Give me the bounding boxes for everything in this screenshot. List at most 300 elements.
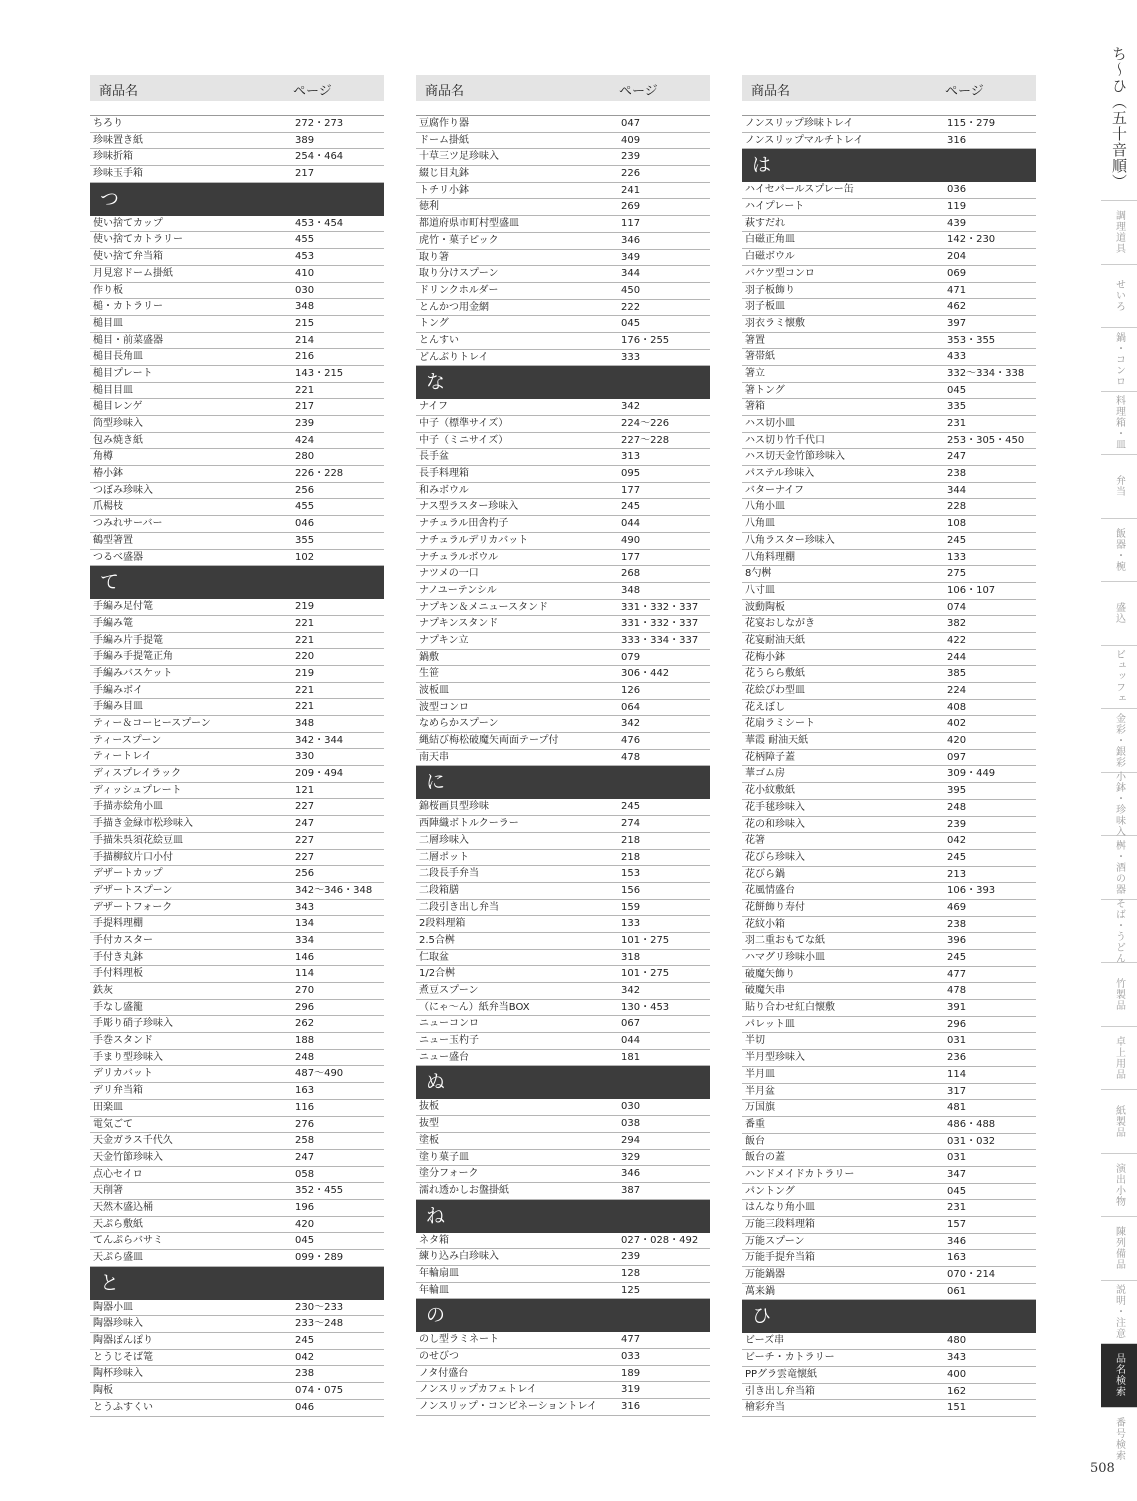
product-name: 手彫り硝子珍味入 (93, 1018, 173, 1030)
side-tab-label: 卓上用品 (1113, 1035, 1125, 1080)
index-row (416, 1233, 710, 1250)
product-name: 花宴耐油天紙 (745, 634, 805, 646)
page-ref: 391 (947, 1002, 967, 1014)
page-ref: 163 (947, 1252, 967, 1264)
page-ref: 117 (621, 218, 641, 230)
product-name: ノンスリップ・コンビネーショントレイ (419, 1401, 597, 1413)
page-ref: 226 (621, 168, 641, 180)
page-ref: 296 (295, 1001, 315, 1013)
product-name: トチリ小鉢 (419, 184, 469, 196)
index-row (742, 1167, 1036, 1184)
kana-section-heading: の (416, 1299, 710, 1332)
product-name: 番重 (745, 1118, 765, 1130)
page-ref: 219 (295, 601, 315, 613)
index-row (90, 983, 384, 1000)
product-name: トング (419, 318, 449, 330)
index-row (90, 683, 384, 700)
column-header (90, 75, 384, 101)
product-name: 万能手提弁当箱 (745, 1252, 815, 1264)
index-row (90, 866, 384, 883)
page-ref: 254・464 (295, 151, 344, 163)
product-name: ティー＆コーヒースプーン (93, 718, 211, 729)
side-tab-label: 飯器・椀 (1113, 527, 1125, 572)
page-ref: 222 (621, 301, 641, 313)
page-ref: 143・215 (295, 367, 344, 379)
index-row (416, 266, 710, 283)
product-name: ノンスリップカフェトレイ (419, 1384, 537, 1396)
product-name: ナチュラルボウル (419, 551, 499, 563)
page-ref: 033 (621, 1351, 641, 1362)
index-row (742, 766, 1036, 783)
product-name: 花うらら敷紙 (745, 668, 805, 680)
page-ref: 296 (947, 1018, 967, 1030)
index-row (742, 983, 1036, 1000)
index-row (416, 1016, 710, 1033)
page-ref: 332〜334・338 (947, 367, 1025, 379)
page-ref: 439 (947, 217, 967, 229)
page-ref: 116 (295, 1101, 315, 1113)
product-name: ノンスリップマルチトレイ (745, 134, 864, 146)
side-tab[interactable] (1101, 962, 1137, 1026)
side-tab-label: 品名検索 (1113, 1353, 1125, 1398)
page-ref: 101・275 (621, 934, 670, 946)
page-ref: 209・494 (295, 768, 344, 780)
index-row (742, 1134, 1036, 1151)
index-column-1 (90, 75, 384, 1417)
product-name: 花扇ラミシート (745, 718, 815, 730)
side-tab[interactable] (1101, 835, 1137, 899)
index-row (742, 416, 1036, 433)
product-name: 槌目皿 (93, 317, 123, 329)
index-row (416, 616, 710, 633)
index-row (416, 1266, 710, 1283)
product-name: 塗り菓子皿 (419, 1151, 469, 1163)
index-row (90, 1400, 384, 1417)
product-name: バターナイフ (745, 484, 804, 496)
index-row (416, 966, 710, 983)
page-ref: 177 (621, 551, 641, 563)
header-page-label: ページ (619, 84, 658, 99)
page-ref: 097 (947, 751, 967, 763)
product-name: はんなり角小皿 (745, 1202, 815, 1214)
index-row (742, 1150, 1036, 1167)
index-row (90, 216, 384, 233)
index-row (416, 1283, 710, 1300)
page-ref: 142・230 (947, 234, 996, 246)
product-name: 錦桜画貝型珍味 (419, 801, 489, 813)
product-name: 八角料理棚 (745, 551, 795, 563)
index-row (742, 1033, 1036, 1050)
page-ref: 294 (621, 1134, 641, 1146)
product-name: 羽二重おもてな紙 (745, 935, 825, 947)
index-row (90, 366, 384, 383)
product-name: 手提料理棚 (93, 918, 143, 930)
page-ref: 387 (621, 1184, 641, 1196)
index-row (90, 733, 384, 750)
index-row (416, 166, 710, 183)
page-ref: 329 (621, 1151, 641, 1163)
page-ref: 224〜226 (621, 418, 670, 429)
index-row (742, 1000, 1036, 1017)
product-name: 1/2合桝 (419, 968, 456, 980)
product-name: ちろり (93, 118, 123, 129)
product-name: パレット皿 (745, 1018, 795, 1030)
product-name: 手付カスター (93, 934, 153, 946)
product-name: 綴じ目丸鉢 (419, 168, 469, 180)
index-row (90, 133, 384, 150)
product-name: 南天串 (419, 751, 449, 763)
side-tab[interactable] (1101, 899, 1137, 963)
index-row (742, 1350, 1036, 1367)
product-name: 二段箱膳 (419, 884, 459, 896)
index-row (742, 616, 1036, 633)
kana-section-heading: な (416, 366, 710, 399)
page-ref: 409 (621, 134, 641, 146)
page-ref: 274 (621, 818, 641, 830)
page-ref: 074 (947, 601, 967, 613)
page-ref: 121 (295, 784, 315, 796)
product-name: 陶板 (93, 1385, 113, 1397)
page-ref: 219 (295, 667, 315, 679)
index-row (416, 533, 710, 550)
page-ref: 344 (947, 484, 967, 496)
product-name: ナプキン立 (419, 634, 469, 646)
index-row (416, 750, 710, 767)
header-divider (90, 101, 384, 116)
product-name: 濡れ透かしお盤掛紙 (419, 1184, 509, 1196)
index-row (742, 933, 1036, 950)
product-name: 波動陶板 (745, 601, 785, 613)
side-tab[interactable] (1101, 708, 1137, 772)
page-ref: 343 (295, 901, 315, 913)
page-ref: 487〜490 (295, 1068, 344, 1080)
kana-section-heading: は (742, 149, 1036, 182)
index-row (90, 516, 384, 533)
product-name: 抜型 (419, 1118, 439, 1130)
product-name: 飯台 (745, 1135, 765, 1147)
page-ref: 027・028・492 (621, 1234, 699, 1246)
product-name: 花風情盛台 (745, 885, 795, 897)
page-ref: 272・273 (295, 118, 344, 129)
index-column-3 (742, 75, 1036, 1417)
index-row (416, 1050, 710, 1067)
product-name: なめらかスプーン (419, 718, 499, 730)
index-row (416, 1166, 710, 1183)
product-name: 椿小鉢 (93, 468, 123, 480)
page-ref: 306・442 (621, 668, 670, 680)
index-row (742, 283, 1036, 300)
page-ref: 133 (947, 551, 967, 563)
side-tab[interactable] (1101, 1216, 1137, 1280)
product-name: 槌目目皿 (93, 384, 133, 396)
product-name: 槌目プレート (93, 367, 153, 379)
index-row (90, 850, 384, 867)
index-row (90, 950, 384, 967)
index-row (416, 933, 710, 950)
page-ref: 316 (621, 1401, 641, 1413)
side-tab-label: 演出小物 (1113, 1162, 1125, 1207)
page-ref: 333・334・337 (621, 634, 699, 646)
index-row (742, 633, 1036, 650)
page-ref: 217 (295, 168, 315, 180)
index-row (416, 416, 710, 433)
index-row (416, 199, 710, 216)
index-row (416, 333, 710, 350)
page-ref: 221 (295, 684, 315, 696)
product-name: 万国旗 (745, 1102, 775, 1114)
index-row (742, 1100, 1036, 1117)
index-row (742, 533, 1036, 550)
side-tab-label: 竹製品 (1113, 977, 1125, 1011)
page-ref: 462 (947, 301, 967, 313)
page-ref: 455 (295, 234, 315, 246)
index-row (90, 166, 384, 183)
index-row (416, 1349, 710, 1366)
index-row (416, 1000, 710, 1017)
page-ref: 153 (621, 868, 641, 880)
page-ref: 128 (621, 1267, 641, 1279)
product-name: ビーチ・カトラリー (745, 1352, 835, 1364)
index-row (416, 566, 710, 583)
side-tab[interactable] (1101, 1280, 1137, 1344)
product-name: 八角皿 (745, 518, 775, 530)
page-ref: 269 (621, 201, 641, 213)
side-tab[interactable] (1101, 772, 1137, 836)
product-name: 手編み手提篭正角 (93, 651, 173, 663)
product-name: 爪楊枝 (93, 501, 123, 513)
side-tab-label: 紙製品 (1113, 1104, 1125, 1138)
index-row (90, 533, 384, 550)
page-ref: 130・453 (621, 1001, 670, 1013)
index-row (90, 916, 384, 933)
product-name: 天金ガラス千代久 (93, 1135, 173, 1147)
side-tab[interactable] (1101, 1089, 1137, 1153)
product-name: 手描き金緑市松珍味入 (93, 818, 193, 830)
index-row (416, 833, 710, 850)
kana-section-heading: と (90, 1267, 384, 1300)
product-name: ディッシュプレート (93, 784, 182, 796)
page-ref: 389 (295, 134, 315, 146)
product-name: 塗板 (419, 1134, 439, 1146)
index-row (416, 1183, 710, 1200)
page-ref: 221 (295, 701, 315, 713)
index-row (742, 133, 1036, 150)
index-row (416, 799, 710, 816)
page-ref: 133 (621, 918, 641, 930)
kana-section-heading: つ (90, 183, 384, 216)
page-ref: 196 (295, 1201, 315, 1213)
index-row (416, 916, 710, 933)
index-row (90, 1183, 384, 1200)
product-name: 月見窓ドーム掛紙 (93, 267, 173, 279)
index-row (416, 466, 710, 483)
product-name: 花えぼし (745, 701, 785, 713)
index-row (416, 1382, 710, 1399)
page-ref: 156 (621, 884, 641, 896)
index-row (742, 466, 1036, 483)
product-name: 塗分フォーク (419, 1168, 479, 1180)
page-ref: 348 (621, 584, 641, 596)
side-tab-label: 番号検索 (1113, 1416, 1125, 1461)
page-ref: 400 (947, 1368, 967, 1380)
page-ref: 231 (947, 1202, 967, 1214)
side-tab[interactable] (1101, 581, 1137, 645)
product-name: ドリンクホルダー (419, 284, 499, 296)
product-name: 取り箸 (419, 251, 449, 263)
page-ref: 044 (621, 1035, 641, 1047)
product-name: 万能スプーン (745, 1235, 805, 1247)
product-name: 天ぷら敷紙 (93, 1218, 143, 1230)
index-row (90, 249, 384, 266)
side-tab[interactable] (1101, 327, 1137, 391)
page-ref: 280 (295, 451, 315, 463)
product-name: 鶴型箸置 (93, 534, 133, 546)
page-ref: 238 (947, 468, 967, 480)
index-row (90, 483, 384, 500)
index-row (90, 266, 384, 283)
product-name: デザートカップ (93, 868, 163, 880)
header-page-label: ページ (945, 84, 984, 99)
page-ref: 031・032 (947, 1135, 996, 1147)
page-ref: 335 (947, 401, 967, 413)
product-name: ディスプレイラック (93, 768, 182, 780)
index-row (742, 800, 1036, 817)
product-name: 2段料理箱 (419, 918, 466, 930)
page-ref: 157 (947, 1219, 967, 1230)
page-ref: 248 (295, 1051, 315, 1063)
side-tab[interactable] (1101, 518, 1137, 582)
index-row (742, 1017, 1036, 1034)
product-name: のし型ラミネート (419, 1334, 499, 1346)
index-row (90, 232, 384, 249)
product-name: 波板皿 (419, 685, 449, 696)
index-row (90, 833, 384, 850)
product-name: どんぶりトレイ (419, 351, 489, 363)
page-ref: 396 (947, 935, 967, 947)
product-name: 十草三ツ足珍味入 (419, 151, 499, 163)
side-tab-label: 桝・酒の器 (1113, 839, 1125, 895)
page-ref: 348 (295, 301, 315, 313)
side-tab[interactable] (1101, 1343, 1137, 1407)
side-tab-label: 弁当 (1113, 475, 1125, 498)
index-row (742, 550, 1036, 567)
product-name: 手付き丸鉢 (93, 951, 143, 963)
page-ref: 220 (295, 651, 315, 663)
index-row (742, 249, 1036, 266)
index-row (90, 1150, 384, 1167)
product-name: 箸立 (745, 367, 765, 379)
page-ref: 245 (947, 534, 967, 546)
index-row (90, 299, 384, 316)
page-ref: 276 (295, 1118, 315, 1130)
index-row (742, 516, 1036, 533)
index-row (416, 666, 710, 683)
side-tab[interactable] (1101, 454, 1137, 518)
product-name: 手編みバスケット (93, 667, 173, 679)
page-ref: 245 (947, 851, 967, 863)
product-name: 西陣織ボトルクーラー (419, 818, 519, 830)
product-name: ビーズ串 (745, 1335, 785, 1347)
index-row (742, 950, 1036, 967)
index-row (90, 1167, 384, 1184)
page-ref: 433 (947, 351, 967, 363)
page-ref: 253・305・450 (947, 434, 1025, 446)
page-ref: 353・355 (947, 334, 996, 346)
product-name: 箸トング (745, 384, 785, 396)
index-row (90, 716, 384, 733)
page-ref: 450 (621, 284, 641, 296)
index-row (742, 700, 1036, 717)
product-name: 半月型珍味入 (745, 1052, 805, 1064)
side-tab-label: 盛込 (1113, 602, 1125, 625)
page-ref: 102 (295, 551, 315, 563)
product-name: 長手盆 (419, 451, 449, 463)
product-name: 二層珍味入 (419, 834, 469, 846)
side-tab[interactable] (1101, 264, 1137, 328)
page-ref: 268 (621, 568, 641, 580)
page-ref: 227 (295, 834, 315, 846)
product-name: 飯台の蓋 (745, 1152, 785, 1164)
product-name: （にゃ〜ん）紙弁当BOX (419, 1001, 530, 1013)
product-name: 手編みボイ (93, 684, 143, 696)
side-tab[interactable] (1101, 391, 1137, 455)
product-name: 花小紋敷紙 (745, 785, 795, 797)
page-ref: 070・214 (947, 1269, 996, 1281)
product-name: ナチュラル田舎杓子 (419, 518, 509, 530)
product-name: 手編み片手提篭 (93, 634, 163, 646)
index-row (90, 766, 384, 783)
page-ref: 046 (295, 1401, 315, 1413)
index-row (90, 1233, 384, 1250)
side-tab[interactable] (1101, 1153, 1137, 1217)
index-row (90, 599, 384, 616)
page-ref: 044 (621, 518, 641, 530)
product-name: パントング (745, 1185, 795, 1197)
product-name: ナス型ラスター珍味入 (419, 501, 519, 513)
product-name: 華霞 耐油天紙 (745, 735, 809, 747)
page-ref: 343 (947, 1352, 967, 1364)
page-ref: 238 (295, 1368, 315, 1380)
side-tab[interactable] (1101, 645, 1137, 709)
index-column-2 (416, 75, 710, 1416)
index-row (90, 1100, 384, 1117)
product-name: 手編み目皿 (93, 701, 143, 713)
side-tab[interactable] (1101, 1026, 1137, 1090)
side-tab-label: そば・うどん (1113, 897, 1125, 964)
side-tab-label: 調理道具 (1113, 210, 1125, 255)
product-name: ナノユーテンシル (419, 584, 497, 596)
side-tab[interactable] (1101, 200, 1137, 264)
index-row (742, 449, 1036, 466)
index-row (416, 316, 710, 333)
index-row (742, 833, 1036, 850)
page-ref: 424 (295, 434, 315, 446)
index-row (742, 1184, 1036, 1201)
index-row (90, 499, 384, 516)
index-row (416, 1116, 710, 1133)
index-row (742, 1267, 1036, 1284)
page-ref: 216 (295, 351, 315, 363)
product-name: パステル珍味入 (745, 468, 815, 480)
index-row (90, 1016, 384, 1033)
index-row (416, 1399, 710, 1416)
index-row (90, 1300, 384, 1317)
product-name: 手描柳紋片口小付 (93, 851, 173, 863)
index-row (416, 133, 710, 150)
product-name: 羽子板皿 (745, 301, 785, 313)
page-ref: 031 (947, 1152, 967, 1164)
product-name: 花梅小鉢 (745, 651, 785, 663)
